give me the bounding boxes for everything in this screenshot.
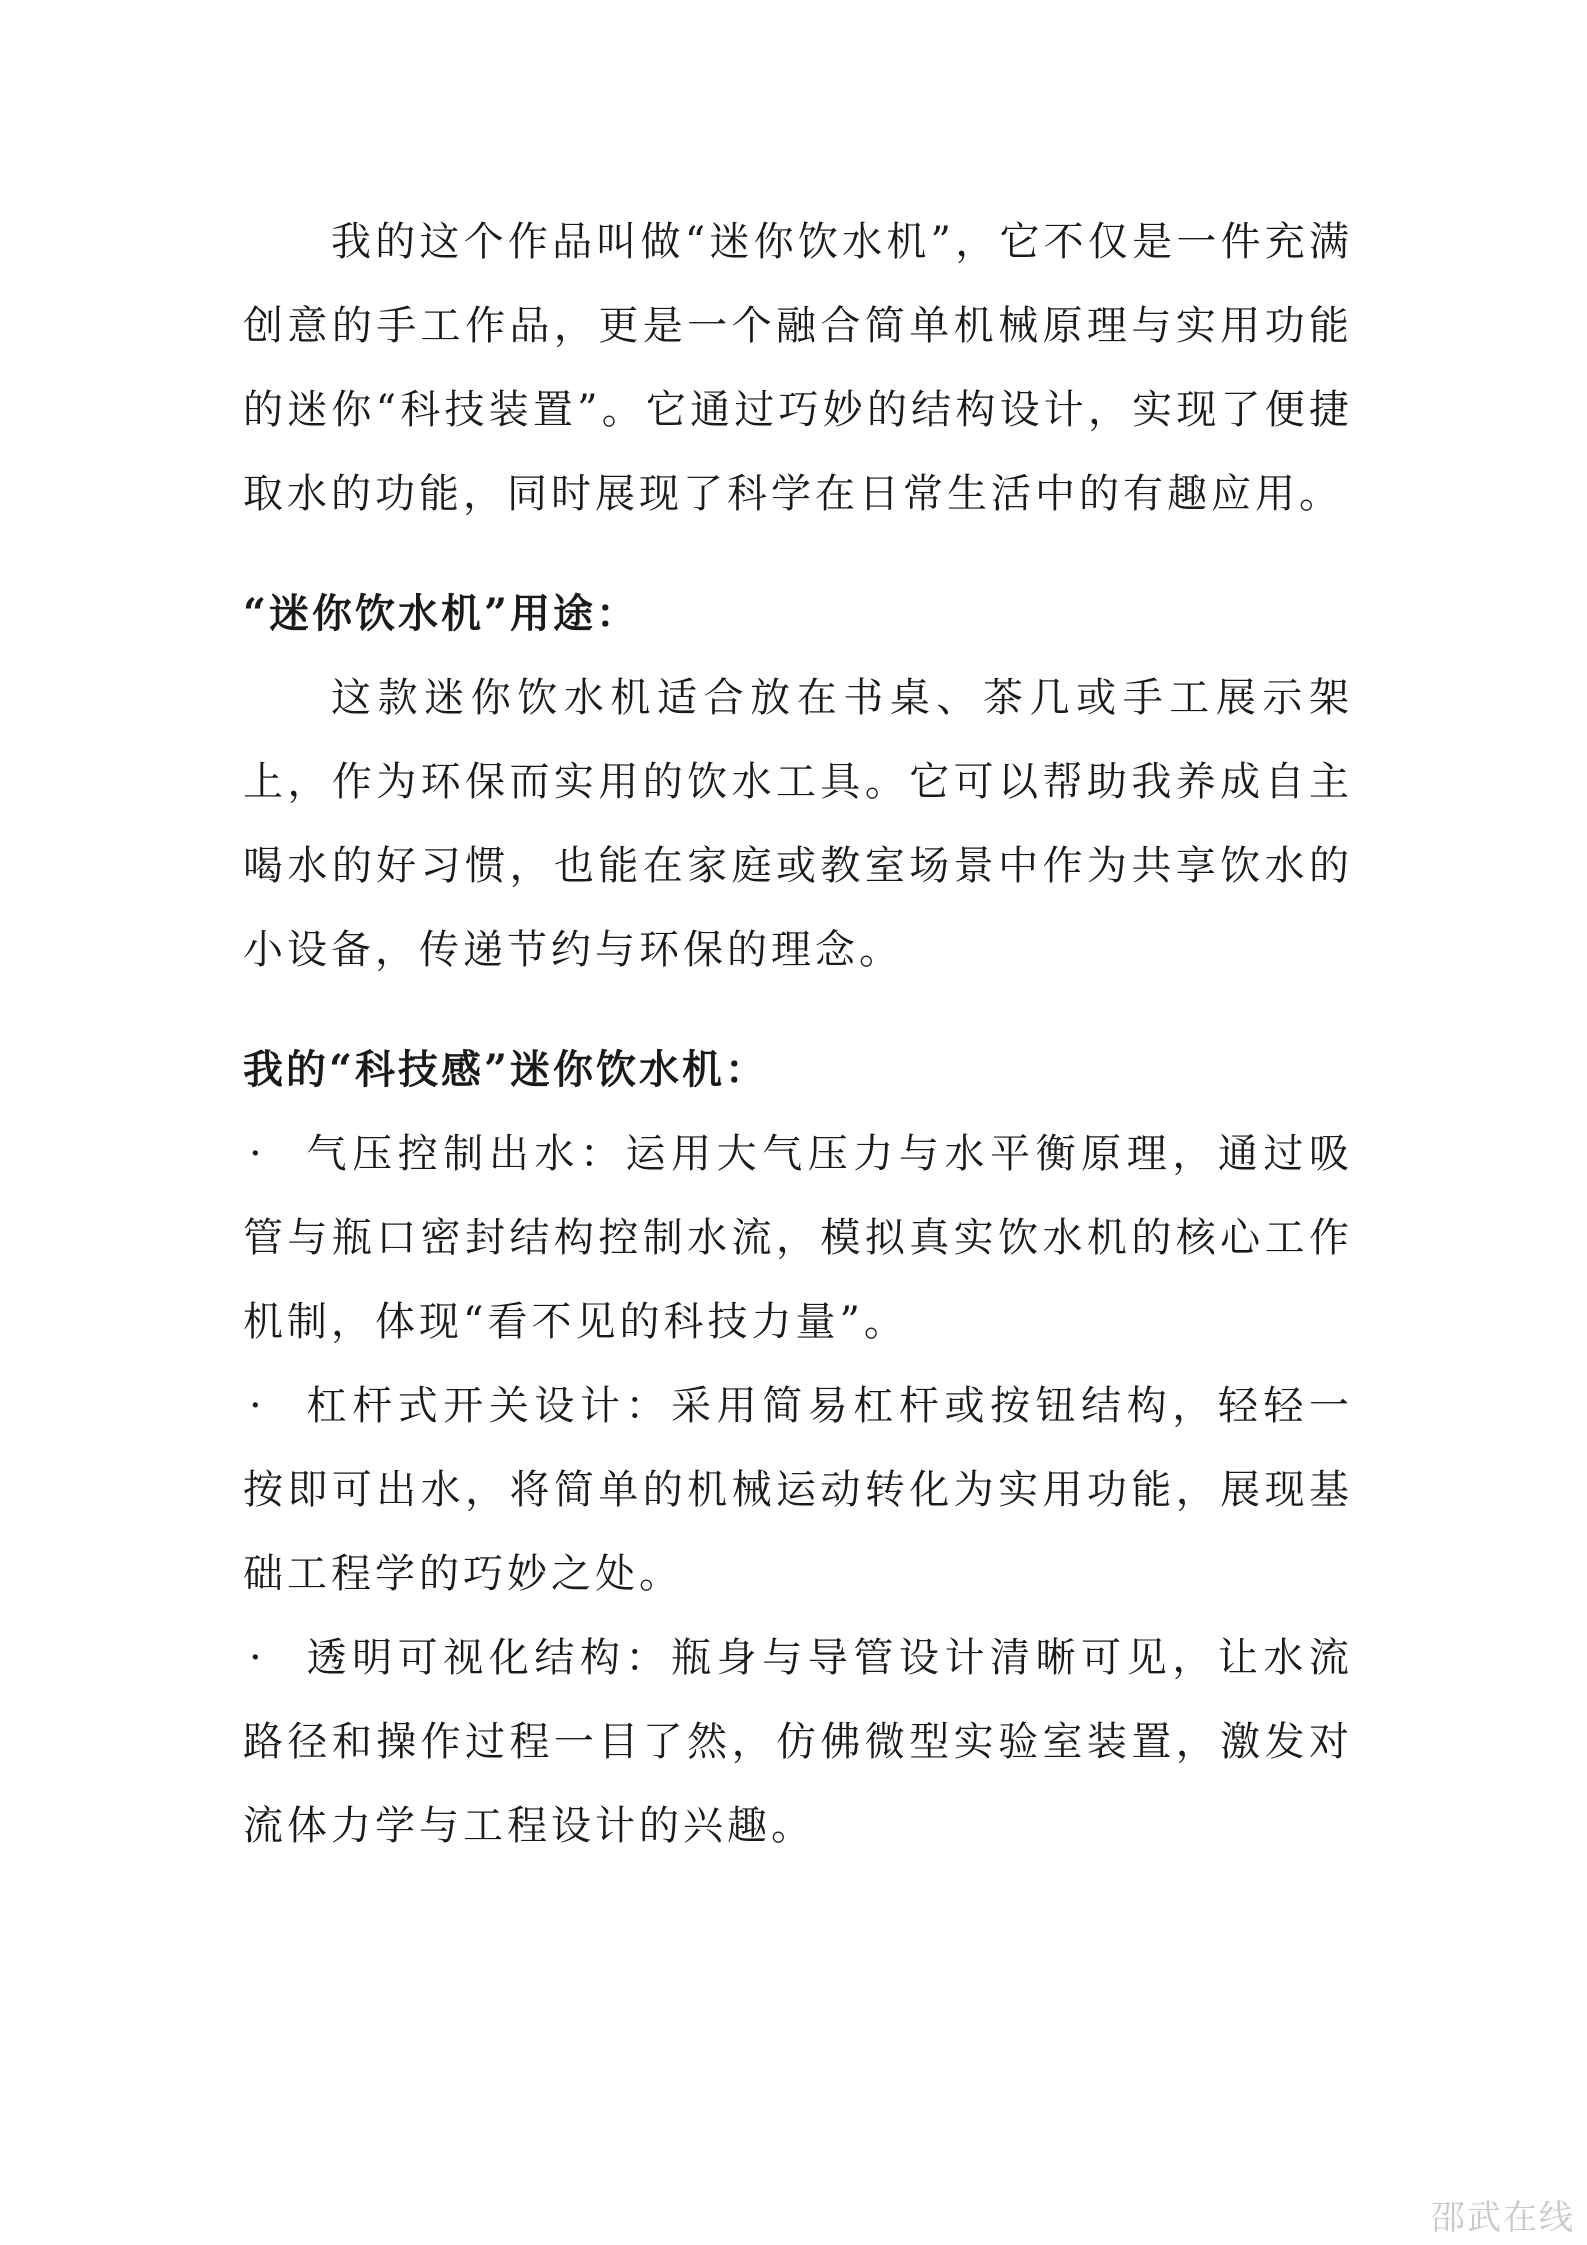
bullet-icon: · bbox=[249, 1383, 266, 1429]
features-heading: 我的“科技感”迷你饮水机： bbox=[243, 1046, 769, 1093]
spacer bbox=[243, 536, 1353, 572]
feature-text: 透明可视化结构：瓶身与导管设计清晰可见，让水流路径和操作过程一目了然，仿佛微型实验室装置，激发对流体力学与工程设计的兴趣。 bbox=[243, 1635, 1353, 1849]
spacer bbox=[243, 992, 1353, 1028]
feature-item bbox=[243, 1112, 1353, 1364]
bullet-icon: · bbox=[249, 1131, 266, 1177]
document-page bbox=[243, 200, 1353, 1868]
watermark-logo: 邵武在线 bbox=[1431, 2198, 1575, 2238]
feature-text: 杠杆式开关设计：采用简易杠杆或按钮结构，轻轻一按即可出水，将简单的机械运动转化为实用功能，展现基础工程学的巧妙之处。 bbox=[243, 1383, 1353, 1597]
intro-paragraph: 我的这个作品叫做“迷你饮水机”，它不仅是一件充满创意的手工作品，更是一个融合简单机械原理与实用功能的迷你“科技装置”。它通过巧妙的结构设计，实现了便捷取水的功能，同时展现了科学在日常生活中的有趣应用。 bbox=[243, 219, 1353, 517]
feature-text: 气压控制出水：运用大气压力与水平衡原理，通过吸管与瓶口密封结构控制水流，模拟真实饮水机的核心工作机制，体现“看不见的科技力量”。 bbox=[243, 1131, 1353, 1345]
feature-item bbox=[243, 1364, 1353, 1616]
usage-paragraph: 这款迷你饮水机适合放在书桌、茶几或手工展示架上，作为环保而实用的饮水工具。它可以帮助我养成自主喝水的好习惯，也能在家庭或教室场景中作为共享饮水的小设备，传递节约与环保的理念。 bbox=[243, 675, 1353, 973]
bullet-icon: · bbox=[249, 1635, 266, 1681]
usage-heading: “迷你饮水机”用途： bbox=[243, 590, 640, 637]
feature-item bbox=[243, 1616, 1353, 1868]
